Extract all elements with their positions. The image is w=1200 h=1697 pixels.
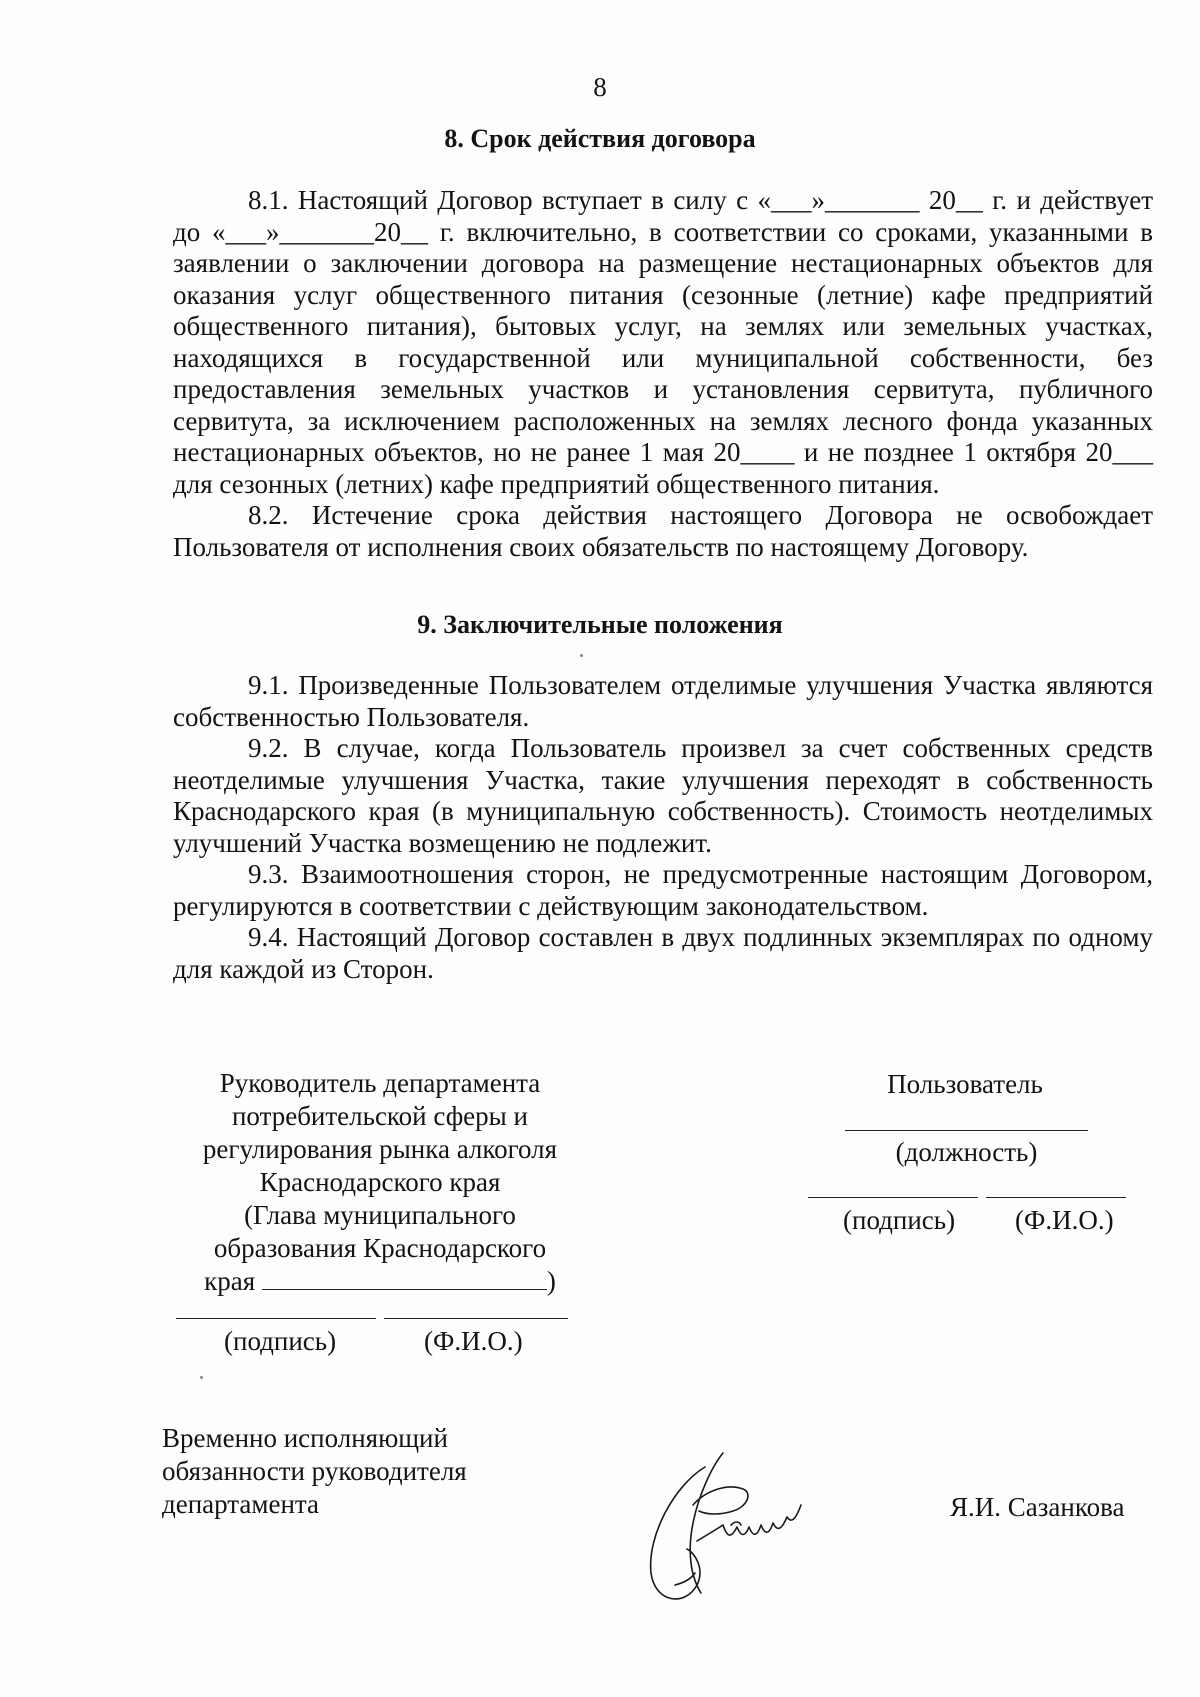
- left-sign-line: [176, 1318, 376, 1319]
- section-8-body: [173, 185, 1153, 563]
- left-signatory-line-3: регулирования рынка алкоголя: [202, 1134, 558, 1164]
- left-signatory-line-7-prefix: края: [204, 1266, 256, 1296]
- scan-speck: [200, 1376, 203, 1379]
- right-sign-line: [808, 1197, 978, 1198]
- page-number: 8: [593, 72, 607, 102]
- acting-line-2: обязанности руководителя: [162, 1456, 467, 1486]
- right-caption-sign: (подпись): [843, 1205, 956, 1235]
- left-signatory-line-7: [170, 1265, 590, 1298]
- left-signatory-line-1: Руководитель департамента: [219, 1068, 541, 1098]
- scan-speck: [580, 654, 583, 657]
- left-signatory-line-5: (Глава муниципального: [244, 1200, 516, 1230]
- left-signatory-line-7-suffix: ): [546, 1266, 556, 1296]
- section-8-title: 8. Срок действия договора: [444, 124, 756, 153]
- signer-name: Я.И. Сазанкова: [950, 1492, 1125, 1522]
- acting-head-block: [162, 1422, 582, 1521]
- handwritten-signature-icon: [635, 1445, 835, 1610]
- section-9-title: 9. Заключительные положения: [417, 610, 783, 639]
- paragraph-9-1: 9.1. Произведенные Пользователем отделимые улучшения Участка являются собственностью Пользователя.: [173, 670, 1153, 732]
- blank-line: [262, 1265, 547, 1290]
- paragraph-8-1: 8.1. Настоящий Договор вступает в силу с «___»_______ 20__ г. и действует до «___»_______20__ г. включительно, в соответствии со сроками, указанными в заявлении о заключении договора на размещение нестационарных объектов для оказания услуг общественного питания (сезонные (летние) кафе предприятий общественного питания), бытовых услуг, на землях или земельных участках, находящихся в государственной или муниципальной собственности, без предоставления земельных участков и установления сервитута, публичного сервитута, за исключением расположенных на землях лесного фонда указанных нестационарных объектов, но не ранее 1 мая 20____ и не позднее 1 октября 20___ для сезонных (летних) кафе предприятий общественного питания.: [173, 185, 1153, 499]
- acting-line-3: департамента: [162, 1489, 320, 1519]
- paragraph-9-4: 9.4. Настоящий Договор составлен в двух подлинных экземплярах по одному для каждой из Сторон.: [173, 922, 1153, 984]
- paragraph-9-3: 9.3. Взаимоотношения сторон, не предусмотренные настоящим Договором, регулируются в соответствии с действующим законодательством.: [173, 859, 1153, 921]
- paragraph-8-2: 8.2. Истечение срока действия настоящего Договора не освобождает Пользователя от исполнения своих обязательств по настоящему Договору.: [173, 500, 1153, 562]
- right-name-line: [986, 1197, 1126, 1198]
- position-line: [845, 1130, 1088, 1131]
- left-name-line: [384, 1318, 568, 1319]
- left-signatory-block: [170, 1067, 590, 1298]
- left-caption-sign: (подпись): [224, 1326, 337, 1356]
- section-9-body: [173, 670, 1153, 985]
- left-caption-name: (Ф.И.О.): [424, 1326, 523, 1356]
- paragraph-9-2: 9.2. В случае, когда Пользователь произвел за счет собственных средств неотделимые улучшения Участка, такие улучшения переходят в собственность Краснодарского края (в муниципальную собственность). Стоимость неотделимых улучшений Участка возмещению не подлежит.: [173, 733, 1153, 858]
- left-signatory-line-2: потребительской сферы и: [231, 1101, 529, 1131]
- acting-line-1: Временно исполняющий: [162, 1423, 448, 1453]
- right-caption-position: (должность): [895, 1137, 1038, 1167]
- left-signatory-line-4: Краснодарского края: [259, 1167, 501, 1197]
- left-signature-lines: [176, 1318, 566, 1320]
- left-signatory-line-6: образования Краснодарского: [213, 1233, 547, 1263]
- user-signatory-title: Пользователь: [887, 1069, 1043, 1099]
- right-caption-name: (Ф.И.О.): [1015, 1205, 1114, 1235]
